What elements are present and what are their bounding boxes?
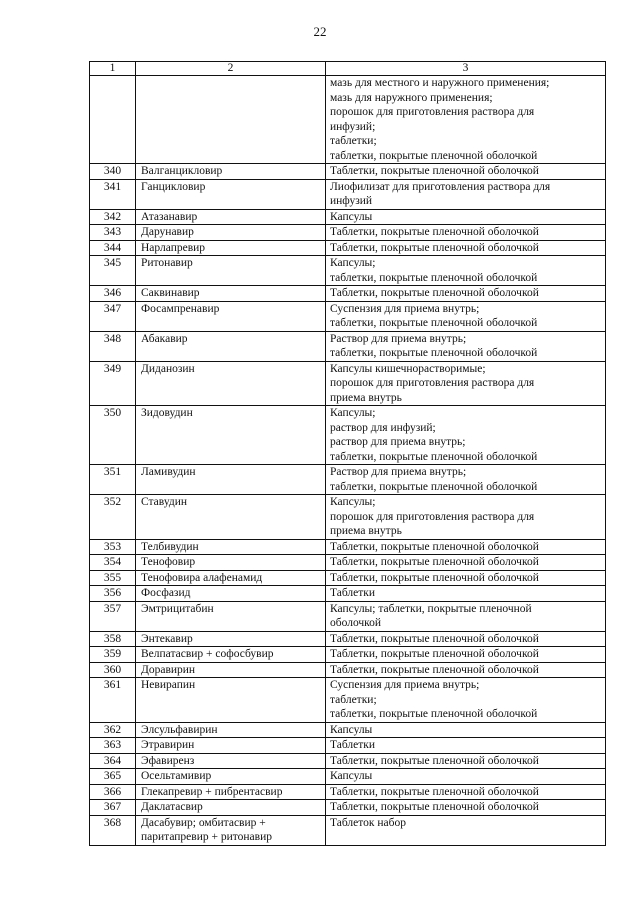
header-row: [90, 62, 606, 76]
drug-name-line: Даклатасвир: [141, 801, 203, 813]
row-number: 363: [90, 738, 136, 754]
dosage-form-line: Капсулы;: [330, 407, 376, 419]
row-number: 350: [90, 406, 136, 465]
table-row: [90, 631, 606, 647]
drug-name-line: Ставудин: [141, 496, 188, 508]
dosage-form-line: Таблетки, покрытые пленочной оболочкой: [330, 556, 539, 568]
dosage-form-line: инфузий: [330, 195, 373, 207]
table-header: [90, 62, 606, 76]
dosage-form-line: таблетки;: [330, 693, 377, 706]
dosage-form-line: таблетки;: [330, 135, 377, 147]
row-number: 348: [90, 331, 136, 361]
row-number: 362: [90, 722, 136, 738]
dosage-form-line: таблетки, покрытые пленочной оболочкой: [330, 708, 538, 720]
dosage-form-line: Суспензия для приема внутрь;: [330, 679, 480, 691]
drug-name-cell: [136, 286, 326, 302]
page-number: 22: [313, 24, 327, 39]
table-row: [90, 539, 606, 555]
dosage-form-line: Таблетки, покрытые пленочной оболочкой: [330, 754, 539, 767]
row-number: 365: [90, 769, 136, 785]
drug-name-line: Зидовудин: [141, 407, 193, 419]
row-number: 364: [90, 753, 136, 769]
dosage-form-cell: [326, 406, 606, 465]
dosage-form-cell: [326, 800, 606, 816]
dosage-form-line: Таблетки, покрытые пленочной оболочкой: [330, 648, 539, 660]
dosage-form-cell: [326, 76, 606, 164]
dosage-form-line: Капсулы; таблетки, покрытые пленочной: [330, 602, 532, 615]
dosage-form-line: Таблетки, покрытые пленочной оболочкой: [330, 287, 539, 299]
dosage-form-line: порошок для приготовления раствора для: [330, 377, 535, 389]
dosage-form-line: Капсулы: [330, 770, 373, 782]
table-row: [90, 361, 606, 406]
dosage-form-cell: [326, 738, 606, 754]
dosage-form-line: таблетки, покрытые пленочной оболочкой: [330, 347, 538, 359]
table-row: [90, 331, 606, 361]
table-row: [90, 769, 606, 785]
drug-name-cell: [136, 678, 326, 723]
drug-name-line: Атазанавир: [141, 210, 198, 223]
dosage-form-cell: [326, 465, 606, 495]
drug-name-line: Эфавиренз: [141, 754, 195, 767]
row-number: [90, 76, 136, 164]
drug-name-cell: [136, 722, 326, 738]
row-number: 357: [90, 601, 136, 631]
row-number: 352: [90, 495, 136, 540]
table-row: [90, 601, 606, 631]
dosage-form-cell: [326, 539, 606, 555]
dosage-form-line: Лиофилизат для приготовления раствора для: [330, 180, 551, 193]
drug-name-cell: [136, 301, 326, 331]
drug-name-cell: [136, 586, 326, 602]
dosage-form-line: Раствор для приема внутрь;: [330, 332, 467, 345]
drug-name-line: Ритонавир: [141, 257, 193, 269]
row-number: 360: [90, 662, 136, 678]
table-body: [90, 76, 606, 846]
dosage-form-cell: [326, 256, 606, 286]
drug-name-cell: [136, 406, 326, 465]
drug-name-line: Осельтамивир: [141, 770, 212, 782]
dosage-form-line: мазь для местного и наружного применения;: [330, 77, 550, 89]
dosage-form-cell: [326, 753, 606, 769]
drug-name-cell: [136, 631, 326, 647]
dosage-form-cell: [326, 647, 606, 663]
drug-name-line: Дарунавир: [141, 226, 194, 238]
table-row: [90, 753, 606, 769]
table-row: [90, 647, 606, 663]
drug-name-cell: [136, 769, 326, 785]
dosage-form-line: таблетки, покрытые пленочной оболочкой: [330, 450, 538, 463]
drug-name-line: паритапревир + ритонавир: [141, 831, 272, 843]
row-number: 340: [90, 164, 136, 180]
drug-name-line: Энтекавир: [141, 632, 193, 645]
dosage-form-cell: [326, 815, 606, 845]
drug-name-cell: [136, 209, 326, 225]
drug-name-line: Фосампренавир: [141, 302, 220, 315]
drug-name-cell: [136, 240, 326, 256]
drug-name-cell: [136, 225, 326, 241]
dosage-form-cell: [326, 179, 606, 209]
drug-table: [89, 61, 606, 846]
row-number: 343: [90, 225, 136, 241]
table-row: [90, 570, 606, 586]
dosage-form-line: раствор для инфузий;: [330, 421, 436, 434]
drug-name-cell: [136, 662, 326, 678]
column-header-form: 3: [326, 62, 606, 76]
dosage-form-cell: [326, 631, 606, 647]
drug-name-cell: [136, 784, 326, 800]
dosage-form-line: Раствор для приема внутрь;: [330, 466, 467, 478]
dosage-form-line: Таблетки, покрытые пленочной оболочкой: [330, 571, 539, 584]
dosage-form-line: порошок для приготовления раствора для: [330, 510, 535, 523]
table-row: [90, 301, 606, 331]
dosage-form-cell: [326, 784, 606, 800]
row-number: 361: [90, 678, 136, 723]
row-number: 346: [90, 286, 136, 302]
dosage-form-line: раствор для приема внутрь;: [330, 436, 466, 448]
dosage-form-line: Таблетки, покрытые пленочной оболочкой: [330, 540, 539, 553]
table-row: [90, 179, 606, 209]
row-number: 355: [90, 570, 136, 586]
dosage-form-line: Таблетки, покрытые пленочной оболочкой: [330, 663, 539, 676]
row-number: 366: [90, 784, 136, 800]
row-number: 344: [90, 240, 136, 256]
drug-name-cell: [136, 647, 326, 663]
dosage-form-line: Таблеток набор: [330, 816, 406, 829]
dosage-form-line: Капсулы: [330, 210, 373, 223]
dosage-form-cell: [326, 331, 606, 361]
drug-name-line: Велпатасвир + софосбувир: [141, 648, 274, 660]
drug-name-cell: [136, 495, 326, 540]
drug-name-cell: [136, 179, 326, 209]
drug-name-cell: [136, 465, 326, 495]
dosage-form-line: приема внутрь: [330, 391, 402, 404]
drug-name-line: Этравирин: [141, 739, 195, 751]
dosage-form-line: Таблетки, покрытые пленочной оболочкой: [330, 241, 539, 254]
drug-name-line: Нарлапревир: [141, 241, 206, 254]
table-row: [90, 722, 606, 738]
dosage-form-line: Капсулы;: [330, 496, 376, 508]
dosage-form-cell: [326, 286, 606, 302]
dosage-form-cell: [326, 570, 606, 586]
dosage-form-line: Суспензия для приема внутрь;: [330, 302, 480, 315]
drug-name-line: Абакавир: [141, 332, 188, 345]
dosage-form-cell: [326, 225, 606, 241]
table-row: [90, 495, 606, 540]
table-row: [90, 209, 606, 225]
dosage-form-line: таблетки, покрытые пленочной оболочкой: [330, 317, 538, 329]
drug-name-line: Дасабувир; омбитасвир +: [141, 816, 266, 829]
drug-name-line: Глекапревир + пибрентасвир: [141, 785, 283, 798]
row-number: 345: [90, 256, 136, 286]
table-row: [90, 164, 606, 180]
dosage-form-cell: [326, 678, 606, 723]
table-row: [90, 784, 606, 800]
table-row: [90, 256, 606, 286]
drug-name-cell: [136, 256, 326, 286]
drug-name-cell: [136, 76, 326, 164]
row-number: 356: [90, 586, 136, 602]
drug-name-line: Диданозин: [141, 362, 195, 375]
dosage-form-line: таблетки, покрытые пленочной оболочкой: [330, 149, 538, 162]
drug-name-cell: [136, 601, 326, 631]
dosage-form-line: таблетки, покрытые пленочной оболочкой: [330, 271, 538, 284]
drug-name-cell: [136, 331, 326, 361]
dosage-form-line: Таблетки, покрытые пленочной оболочкой: [330, 165, 539, 177]
dosage-form-line: Таблетки, покрытые пленочной оболочкой: [330, 801, 539, 813]
drug-name-line: Телбивудин: [141, 540, 199, 553]
drug-name-line: Фосфазид: [141, 587, 191, 599]
dosage-form-line: Таблетки, покрытые пленочной оболочкой: [330, 226, 539, 238]
table-row: [90, 800, 606, 816]
dosage-form-cell: [326, 555, 606, 571]
drug-name-line: Доравирин: [141, 663, 196, 676]
table-row: [90, 406, 606, 465]
dosage-form-cell: [326, 722, 606, 738]
table-row: [90, 586, 606, 602]
drug-name-line: Невирапин: [141, 679, 196, 691]
table-row: [90, 240, 606, 256]
drug-name-cell: [136, 753, 326, 769]
dosage-form-cell: [326, 301, 606, 331]
row-number: 368: [90, 815, 136, 845]
drug-name-cell: [136, 570, 326, 586]
row-number: 358: [90, 631, 136, 647]
dosage-form-line: Таблетки: [330, 587, 376, 599]
dosage-form-cell: [326, 495, 606, 540]
drug-name-line: Эмтрицитабин: [141, 602, 214, 615]
row-number: 359: [90, 647, 136, 663]
drug-name-line: Тенофовира алафенамид: [141, 571, 263, 584]
drug-name-cell: [136, 738, 326, 754]
dosage-form-line: таблетки, покрытые пленочной оболочкой: [330, 480, 538, 493]
dosage-form-line: порошок для приготовления раствора для: [330, 106, 535, 118]
row-number: 342: [90, 209, 136, 225]
dosage-form-cell: [326, 209, 606, 225]
dosage-form-cell: [326, 586, 606, 602]
table-row: [90, 286, 606, 302]
table-row: [90, 76, 606, 164]
row-number: 341: [90, 179, 136, 209]
drug-name-line: Саквинавир: [141, 287, 200, 299]
drug-name-line: Тенофовир: [141, 556, 196, 568]
dosage-form-line: приема внутрь: [330, 525, 402, 537]
drug-name-line: Ганцикловир: [141, 180, 206, 193]
column-header-drug: 2: [136, 62, 326, 76]
dosage-form-line: Таблетки, покрытые пленочной оболочкой: [330, 632, 539, 645]
dosage-form-line: Капсулы: [330, 723, 373, 736]
table-row: [90, 225, 606, 241]
drug-name-line: Валганцикловир: [141, 165, 223, 177]
dosage-form-cell: [326, 601, 606, 631]
drug-name-line: Ламивудин: [141, 466, 196, 478]
drug-name-cell: [136, 815, 326, 845]
dosage-form-cell: [326, 240, 606, 256]
drug-name-line: Элсульфавирин: [141, 723, 218, 736]
dosage-form-line: инфузий;: [330, 120, 376, 133]
column-header-number: 1: [90, 62, 136, 76]
table-row: [90, 555, 606, 571]
dosage-form-cell: [326, 662, 606, 678]
table-row: [90, 465, 606, 495]
dosage-form-line: мазь для наружного применения;: [330, 91, 493, 104]
table-row: [90, 678, 606, 723]
dosage-form-line: Таблетки, покрытые пленочной оболочкой: [330, 785, 539, 798]
dosage-form-cell: [326, 769, 606, 785]
dosage-form-line: Капсулы;: [330, 257, 376, 269]
dosage-form-line: Капсулы кишечнорастворимые;: [330, 362, 486, 375]
table-row: [90, 815, 606, 845]
drug-name-cell: [136, 555, 326, 571]
dosage-form-cell: [326, 164, 606, 180]
dosage-form-cell: [326, 361, 606, 406]
drug-name-cell: [136, 800, 326, 816]
dosage-form-line: оболочкой: [330, 617, 382, 629]
row-number: 351: [90, 465, 136, 495]
row-number: 354: [90, 555, 136, 571]
table-row: [90, 738, 606, 754]
dosage-form-line: Таблетки: [330, 739, 376, 751]
row-number: 349: [90, 361, 136, 406]
drug-name-cell: [136, 164, 326, 180]
row-number: 353: [90, 539, 136, 555]
drug-name-cell: [136, 539, 326, 555]
table-row: [90, 662, 606, 678]
row-number: 347: [90, 301, 136, 331]
row-number: 367: [90, 800, 136, 816]
drug-name-cell: [136, 361, 326, 406]
